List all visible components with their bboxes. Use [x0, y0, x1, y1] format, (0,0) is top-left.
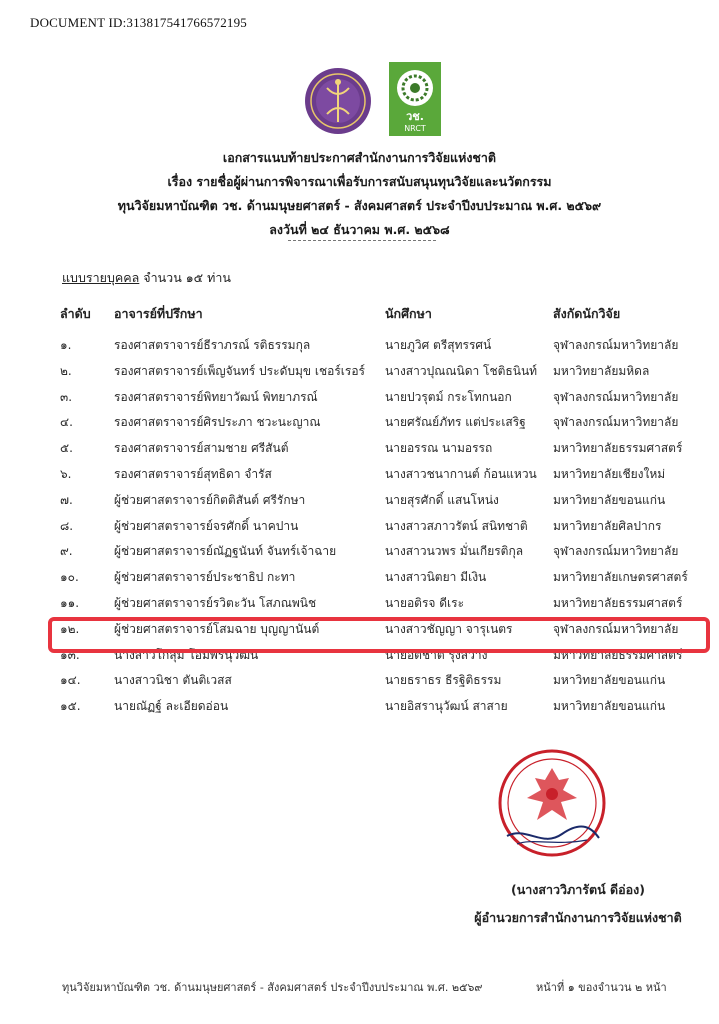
- row-advisor: ผู้ช่วยศาสตราจารย์กิตติสันต์ ศรีรักษา: [114, 492, 306, 507]
- signer-name: (นางสาววิภารัตน์ ดีอ่อง): [510, 882, 645, 897]
- row-student: นางสาวปุณณนิดา โชติธนินท์: [385, 363, 538, 378]
- row-student: นางสาวชัญญา จารุเนตร: [385, 621, 513, 636]
- intro-rest: จำนวน ๑๕ ท่าน: [139, 270, 231, 285]
- table-row: [0, 336, 719, 360]
- row-affiliation: มหาวิทยาลัยขอนแก่น: [553, 673, 666, 688]
- row-affiliation: มหาวิทยาลัยเกษตรศาสตร์: [553, 570, 688, 585]
- row-order: ๘.: [60, 518, 74, 533]
- header-separator: [288, 240, 436, 241]
- row-student: นายปวรุตม์ กระโทกนอก: [385, 389, 512, 404]
- row-student: นายอติชาต รุ่งสว่าง: [385, 647, 488, 662]
- table-row: [0, 465, 719, 489]
- intro-line: [62, 268, 231, 288]
- row-highlight-box: [48, 617, 710, 653]
- table-row: [0, 697, 719, 721]
- table-row: [0, 362, 719, 386]
- row-order: ๙.: [60, 544, 73, 559]
- row-affiliation: มหาวิทยาลัยเชียงใหม่: [553, 467, 666, 481]
- row-student: นางสาวชนากานต์ ก้อนแหวน: [385, 467, 537, 481]
- row-affiliation: มหาวิทยาลัยขอนแก่น: [553, 492, 666, 507]
- header-line-2: เรื่อง รายชื่อผู้ผ่านการพิจารณาเพื่อรับการสนับสนุนทุนวิจัยและนวัตกรรม: [167, 174, 552, 189]
- table-row: [0, 671, 719, 695]
- row-advisor: รองศาสตราจารย์ศิรประภา ชวะนะญาณ: [114, 415, 321, 430]
- row-student: นางสาวนิตยา มีเงิน: [385, 570, 487, 585]
- signer-title: ผู้อำนวยการสำนักงานการวิจัยแห่งชาติ: [474, 910, 682, 925]
- row-student: นางสาวนวพร มั่นเกียรติกุล: [385, 544, 524, 559]
- row-order: ๑.: [60, 338, 72, 352]
- row-student: นางสาวสภาวรัตน์ สนิทชาติ: [385, 518, 528, 533]
- table-row: [0, 413, 719, 437]
- row-order: ๕.: [60, 441, 73, 456]
- row-order: ๑๕.: [60, 699, 81, 714]
- column-header-advisor: อาจารย์ที่ปรึกษา: [114, 306, 203, 321]
- nrct-logo: [389, 62, 441, 136]
- row-order: ๖.: [60, 467, 72, 481]
- table-row: [0, 542, 719, 566]
- row-order: ๒.: [60, 363, 72, 378]
- row-advisor: นายณัฏฐ์ ละเอียดอ่อน: [114, 699, 229, 714]
- row-affiliation: มหาวิทยาลัยธรรมศาสตร์: [553, 647, 683, 662]
- svg-text:NRCT: NRCT: [404, 124, 426, 133]
- row-affiliation: มหาวิทยาลัยมหิดล: [553, 363, 650, 378]
- row-affiliation: จุฬาลงกรณ์มหาวิทยาลัย: [553, 338, 679, 352]
- document-id: DOCUMENT ID:313817541766572195: [30, 15, 248, 30]
- table-row: [0, 439, 719, 463]
- row-order: ๑๔.: [60, 673, 81, 688]
- row-student: นายศรัณย์ภัทร แต่ประเสริฐ: [385, 415, 526, 430]
- intro-underlined: แบบรายบุคคล: [62, 270, 140, 285]
- row-affiliation: มหาวิทยาลัยธรรมศาสตร์: [553, 441, 683, 456]
- signer-block: [458, 880, 698, 928]
- university-crest-logo: [303, 66, 373, 136]
- row-advisor: รองศาสตราจารย์สามชาย ศรีสันต์: [114, 441, 289, 456]
- row-advisor: รองศาสตราจารย์สุทธิดา จำรัส: [114, 467, 272, 481]
- header-line-3: ทุนวิจัยมหาบัณฑิต วช. ด้านมนุษยศาสตร์ - สังคมศาสตร์ ประจำปีงบประมาณ พ.ศ. ๒๕๖๙: [117, 198, 602, 213]
- row-advisor: ผู้ช่วยศาสตราจารย์จรศักดิ์ นาคปาน: [114, 518, 299, 533]
- row-advisor: ผู้ช่วยศาสตราจารย์โสมฉาย บุญญานันต์: [114, 621, 320, 636]
- row-order: ๑๓.: [60, 647, 80, 662]
- column-header-order: ลำดับ: [60, 306, 91, 321]
- row-student: นายภูวิศ ตรีสุทรรศน์: [385, 338, 492, 352]
- svg-text:วช.: วช.: [406, 110, 424, 123]
- row-affiliation: จุฬาลงกรณ์มหาวิทยาลัย: [553, 389, 679, 404]
- row-affiliation: จุฬาลงกรณ์มหาวิทยาลัย: [553, 544, 679, 559]
- column-header-affiliation: สังกัดนักวิจัย: [553, 306, 621, 321]
- row-advisor: ผู้ช่วยศาสตราจารย์ประชาธิป กะทา: [114, 570, 296, 585]
- footer-program: ทุนวิจัยมหาบัณฑิต วช. ด้านมนุษยศาสตร์ - สังคมศาสตร์ ประจำปีงบประมาณ พ.ศ. ๒๕๖๙: [62, 981, 483, 994]
- official-seal-stamp: [487, 748, 617, 866]
- header-line-1: เอกสารแนบท้ายประกาศสำนักงานการวิจัยแห่งชาติ: [222, 150, 497, 165]
- header-line-4: ลงวันที่ ๒๔ ธันวาคม พ.ศ. ๒๕๖๘: [269, 222, 450, 237]
- column-header-student: นักศึกษา: [385, 306, 432, 321]
- row-order: ๑๒.: [60, 621, 80, 636]
- table-row: [0, 517, 719, 541]
- row-advisor: รองศาสตราจารย์พิทยาวัฒน์ พิทยาภรณ์: [114, 389, 318, 404]
- row-advisor: รองศาสตราจารย์เพ็ญจันทร์ ประดับมุข เชอร์เรอร์: [114, 363, 365, 378]
- row-order: ๓.: [60, 389, 73, 404]
- table-row: [0, 491, 719, 515]
- row-affiliation: มหาวิทยาลัยธรรมศาสตร์: [553, 596, 683, 610]
- row-student: นายสุรศักดิ์ แสนโหน่ง: [385, 492, 499, 507]
- row-student: นายอรรณ นามอรรถ: [385, 441, 493, 456]
- row-order: ๔.: [60, 415, 73, 430]
- row-advisor: ผู้ช่วยศาสตราจารย์รวิตะวัน โสภณพนิช: [114, 596, 317, 610]
- row-advisor: รองศาสตราจารย์ธีราภรณ์ รติธรรมกุล: [114, 338, 311, 352]
- row-advisor: ผู้ช่วยศาสตราจารย์ณัฏฐนันท์ จันทร์เจ้าฉาย: [114, 544, 337, 559]
- row-affiliation: มหาวิทยาลัยศิลปากร: [553, 518, 662, 533]
- table-row: [0, 568, 719, 592]
- table-row: [0, 388, 719, 412]
- row-order: ๗.: [60, 492, 73, 507]
- row-student: นายอติรจ ดีเระ: [385, 596, 465, 610]
- row-student: นายอิสรานุวัฒน์ สาสาย: [385, 699, 508, 714]
- row-order: ๑๑.: [60, 596, 80, 610]
- row-affiliation: จุฬาลงกรณ์มหาวิทยาลัย: [553, 621, 679, 636]
- row-advisor: นางสาวนิชา ตันติเวสส: [114, 673, 232, 688]
- footer-page-number: หน้าที่ ๑ ของจำนวน ๒ หน้า: [536, 981, 667, 994]
- row-advisor: นางสาวโกสุม โอมพรนุวัฒน: [114, 647, 259, 662]
- table-row: [0, 594, 719, 618]
- row-affiliation: มหาวิทยาลัยขอนแก่น: [553, 699, 666, 714]
- row-student: นายธราธร ธีรฐิติธรรม: [385, 673, 502, 688]
- row-affiliation: จุฬาลงกรณ์มหาวิทยาลัย: [553, 415, 679, 430]
- row-order: ๑๐.: [60, 570, 79, 585]
